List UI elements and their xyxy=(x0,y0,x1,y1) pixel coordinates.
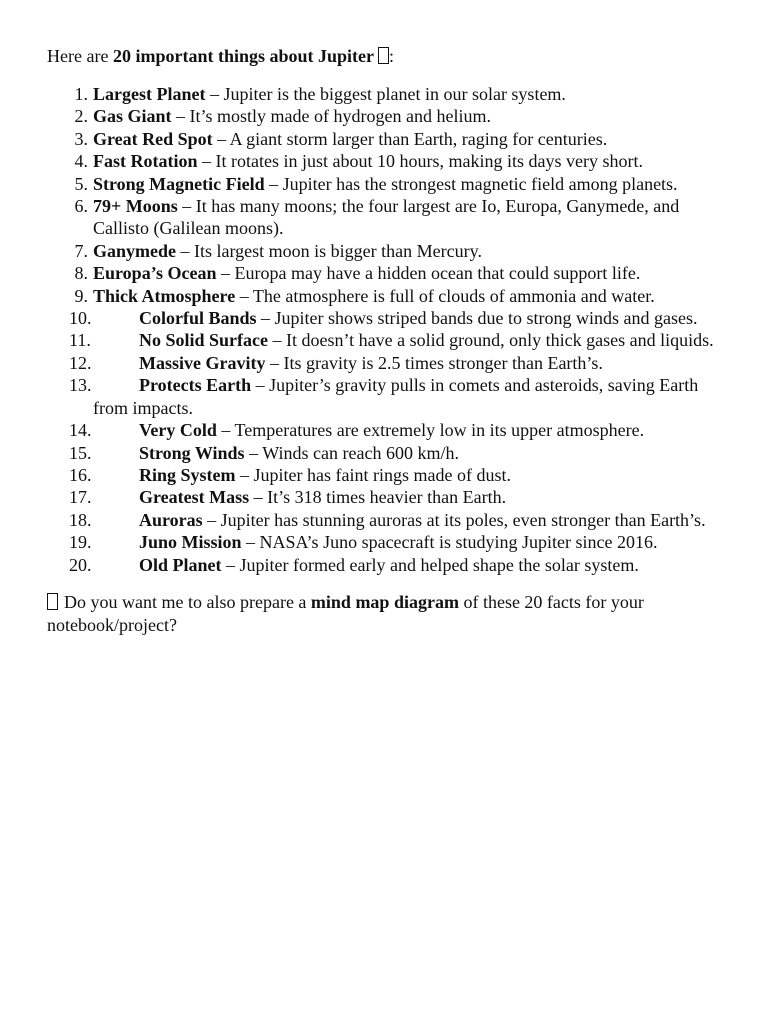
list-item-text: – Jupiter has the strongest magnetic field among planets. xyxy=(264,173,678,194)
list-item xyxy=(47,442,727,464)
list-item-number: 5. xyxy=(74,173,88,194)
list-item xyxy=(47,352,727,374)
list-item-text: – Winds can reach 600 km/h. xyxy=(244,442,459,463)
list-item-heading: Thick Atmosphere xyxy=(93,285,236,306)
list-item-number: 1. xyxy=(74,84,88,104)
list-item-heading: Great Red Spot xyxy=(93,128,213,149)
list-item-heading: Strong Winds xyxy=(139,442,245,463)
list-item xyxy=(47,509,727,531)
list-item-text: – A giant storm larger than Earth, raging for centuries. xyxy=(212,128,608,149)
list-item-text: – Jupiter’s gravity pulls in comets and asteroids, saving Earth from impacts. xyxy=(93,375,699,418)
list-item xyxy=(47,105,727,127)
list-item xyxy=(47,128,727,150)
list-item-number: 15. xyxy=(69,442,92,463)
list-item-text: – Jupiter has stunning auroras at its poles, even stronger than Earth’s. xyxy=(202,509,706,530)
outro-bold: mind map diagram xyxy=(310,591,459,612)
missing-glyph-icon xyxy=(47,593,58,610)
list-item-number: 16. xyxy=(69,464,92,485)
list-item-heading: Fast Rotation xyxy=(93,151,198,172)
list-item xyxy=(47,150,727,172)
list-item-heading: Protects Earth xyxy=(139,375,252,396)
document-page xyxy=(47,43,727,637)
list-item xyxy=(47,240,727,262)
outro-line xyxy=(47,591,727,637)
list-item xyxy=(47,307,727,329)
list-item-text: – NASA’s Juno spacecraft is studying Jupiter since 2016. xyxy=(241,532,658,553)
list-item-number: 17. xyxy=(69,487,92,508)
list-item xyxy=(47,486,727,508)
list-item-number: 14. xyxy=(69,420,92,441)
list-item-heading: Gas Giant xyxy=(93,106,172,127)
list-item-text: – It doesn’t have a solid ground, only thick gases and liquids. xyxy=(268,330,714,351)
list-item-heading: Strong Magnetic Field xyxy=(93,173,265,194)
list-item xyxy=(47,173,727,195)
list-item-heading: Massive Gravity xyxy=(139,352,266,373)
list-item-text: – Jupiter has faint rings made of dust. xyxy=(235,464,511,485)
list-item-text: – Its largest moon is bigger than Mercury. xyxy=(176,240,482,261)
outro-prefix: Do you want me to also prepare a xyxy=(64,591,311,612)
list-item xyxy=(47,374,727,419)
list-item xyxy=(47,195,727,240)
list-item-number: 20. xyxy=(69,554,92,575)
list-item-text: – The atmosphere is full of clouds of ammonia and water. xyxy=(235,285,655,306)
list-item-text: – Its gravity is 2.5 times stronger than Earth’s. xyxy=(265,352,603,373)
list-item xyxy=(47,262,727,284)
list-item-number: 2. xyxy=(74,106,88,127)
list-item-heading: Old Planet xyxy=(139,554,222,575)
list-item-number: 7. xyxy=(74,240,88,261)
list-item xyxy=(47,83,727,105)
list-item-number: 9. xyxy=(74,285,88,306)
list-item xyxy=(47,419,727,441)
intro-prefix: Here are xyxy=(47,46,113,66)
list-item xyxy=(47,329,727,351)
intro-line xyxy=(47,43,727,69)
list-item-number: 10. xyxy=(69,308,92,329)
list-item-heading: Auroras xyxy=(139,509,203,530)
list-item-number: 6. xyxy=(74,196,88,217)
facts-list xyxy=(47,83,727,576)
list-item-text: – Temperatures are extremely low in its upper atmosphere. xyxy=(216,420,645,441)
list-item xyxy=(47,464,727,486)
list-item-heading: No Solid Surface xyxy=(139,330,269,351)
list-item-text: – It’s mostly made of hydrogen and helium. xyxy=(171,106,491,127)
list-item-number: 12. xyxy=(69,352,92,373)
list-item xyxy=(47,531,727,553)
list-item-heading: 79+ Moons xyxy=(93,196,178,217)
list-item xyxy=(47,554,727,576)
list-item-number: 18. xyxy=(69,509,92,530)
list-item-text: – It’s 318 times heavier than Earth. xyxy=(249,487,507,508)
list-item xyxy=(47,285,727,307)
outro-suffix: of these 20 facts for your notebook/project? xyxy=(47,591,644,635)
list-item-text: – Jupiter shows striped bands due to strong winds and gases. xyxy=(256,308,698,329)
list-item-text: – Jupiter is the biggest planet in our solar system. xyxy=(205,84,566,104)
intro-suffix: : xyxy=(388,46,394,66)
list-item-text: – Jupiter formed early and helped shape the solar system. xyxy=(221,554,639,575)
list-item-number: 13. xyxy=(69,375,92,396)
missing-glyph-icon xyxy=(378,47,389,64)
list-item-heading: Ring System xyxy=(139,464,236,485)
list-item-text: – It has many moons; the four largest are Io, Europa, Ganymede, and Callisto (Galilean moons). xyxy=(93,196,680,239)
list-item-number: 4. xyxy=(74,151,88,172)
list-item-number: 11. xyxy=(69,330,91,351)
list-item-heading: Very Cold xyxy=(139,420,217,441)
list-item-heading: Colorful Bands xyxy=(139,308,257,329)
list-item-number: 3. xyxy=(74,128,88,149)
intro-bold: 20 important things about Jupiter xyxy=(112,46,374,66)
list-item-text: – Europa may have a hidden ocean that could support life. xyxy=(216,263,641,284)
list-item-heading: Juno Mission xyxy=(139,532,242,553)
list-item-heading: Ganymede xyxy=(93,240,176,261)
list-item-heading: Europa’s Ocean xyxy=(93,263,217,284)
list-item-heading: Greatest Mass xyxy=(139,487,250,508)
list-item-text: – It rotates in just about 10 hours, making its days very short. xyxy=(197,151,643,172)
list-item-number: 8. xyxy=(74,263,88,284)
list-item-number: 19. xyxy=(69,532,92,553)
list-item-heading: Largest Planet xyxy=(93,84,206,104)
